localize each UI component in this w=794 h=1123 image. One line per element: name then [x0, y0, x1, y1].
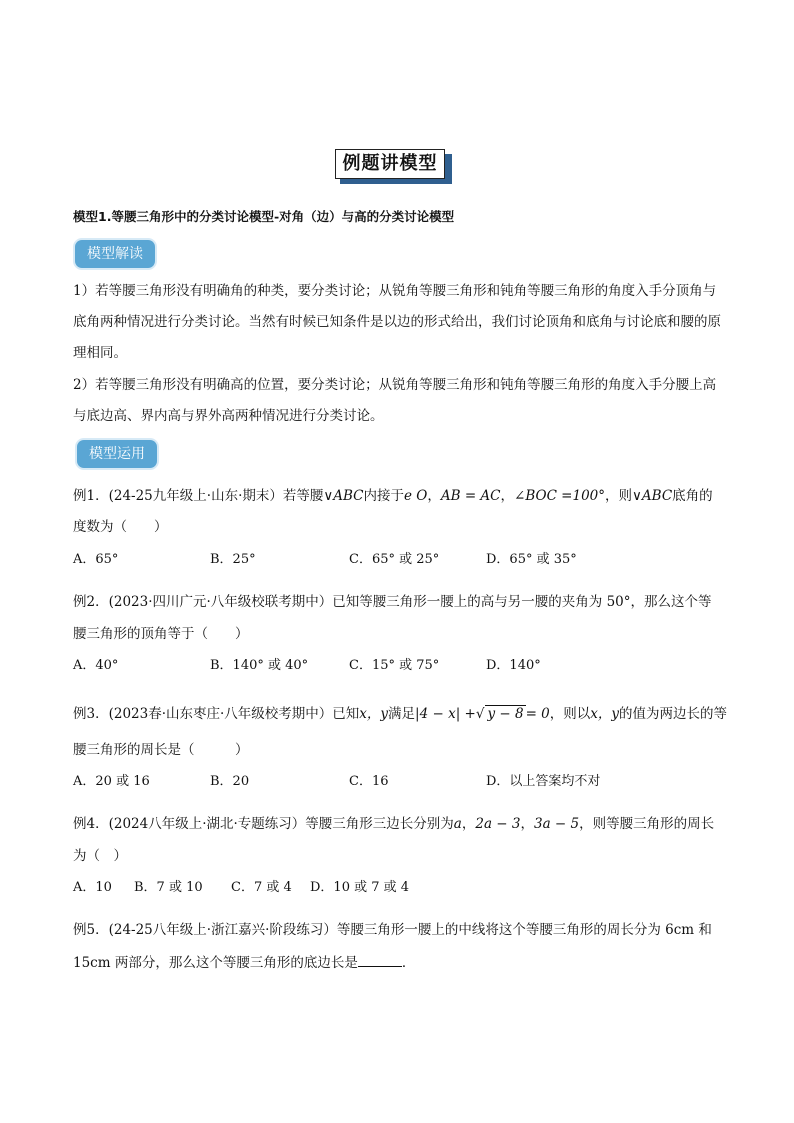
ex4-side-2: 2a − 3 — [475, 816, 521, 832]
ex4-side-3: 3a − 5 — [533, 816, 580, 832]
ex4-sep2: ， — [520, 816, 534, 832]
ex3-sqrt-term: y − 8 — [487, 706, 524, 722]
ex3-variables-2: x，y — [590, 706, 620, 722]
ex4-suffix: ，则等腰三角形的周长 — [579, 816, 715, 832]
section-badge-apply: 模型运用 — [77, 440, 157, 468]
ex1-option-a[interactable]: A．65° — [73, 552, 119, 567]
ex3-option-b[interactable]: B．20 — [210, 774, 250, 789]
ex2-option-b[interactable]: B．140° 或 40° — [210, 658, 309, 673]
ex3-prefix: 例3．(2023春·山东枣庄·八年级校考期中）已知 — [73, 706, 360, 722]
example-1-stem-line2: 度数为（ ） — [73, 519, 168, 535]
ex5-answer-blank[interactable] — [358, 954, 402, 967]
ex1-suffix: 底角的 — [672, 488, 713, 504]
page-title-box — [335, 149, 455, 187]
ex3-mid2: ，则以 — [549, 706, 591, 722]
ex2-option-c[interactable]: C．15° 或 75° — [349, 658, 440, 673]
ex1-mid1: 内接于 — [363, 488, 404, 504]
ex4-side-1: a — [453, 816, 462, 832]
example-3-stem-line2: 腰三角形的周长是（ ） — [73, 742, 249, 758]
ex3-equals: = 0 — [525, 706, 550, 722]
ex4-sep1: ， — [461, 816, 476, 832]
example-4-stem-line1 — [73, 812, 714, 832]
ex1-condition-2: ∠BOC =100° — [514, 488, 606, 504]
ex3-option-a[interactable]: A．20 或 16 — [73, 774, 150, 789]
ex1-prefix: 例1．(24-25九年级上·山东·期末）若等腰 — [73, 488, 324, 504]
ex1-circle: e O — [404, 488, 428, 504]
example-5-stem-line1: 例5．(24-25八年级上·浙江嘉兴·阶段练习）等腰三角形一腰上的中线将这个等腰三角形的周长分为 6cm 和 — [73, 922, 712, 938]
example-2-stem-line2: 腰三角形的顶角等于（ ） — [73, 626, 249, 642]
example-1-stem-line1 — [73, 484, 713, 504]
ex4-option-b[interactable]: B．7 或 10 — [134, 880, 203, 895]
ex1-triangle: ∨ABC — [323, 488, 364, 504]
ex1-option-b[interactable]: B．25° — [210, 552, 256, 567]
ex3-mid: 满足 — [388, 706, 416, 722]
example-4-stem-line2: 为（ ） — [73, 848, 127, 864]
ex1-option-d[interactable]: D．65° 或 35° — [486, 552, 577, 567]
ex1-triangle-2: ∨ABC — [632, 488, 673, 504]
interpret-paragraph-1: 1）若等腰三角形没有明确角的种类，要分类讨论；从锐角等腰三角形和钝角等腰三角形的角度入手分顶角与底角两种情况进行分类讨论。当然有时候已知条件是以边的形式给出，我们讨论顶角和底角与讨论底和腰的原理相同。 — [73, 283, 721, 361]
ex4-option-c[interactable]: C．7 或 4 — [231, 880, 292, 895]
ex3-variables: x，y — [359, 706, 389, 722]
section-badge-interpret: 模型解读 — [75, 240, 155, 268]
ex3-suffix: 的值为两边长的等 — [619, 706, 728, 722]
ex3-option-d[interactable]: D．以上答案均不对 — [486, 774, 601, 789]
ex2-option-d[interactable]: D．140° — [486, 658, 541, 673]
ex3-sqrt-sign: √ — [475, 706, 485, 722]
ex1-condition-1: AB = AC — [440, 488, 501, 504]
page-title: 例题讲模型 — [335, 149, 445, 179]
ex1-sep2: ， — [500, 488, 515, 504]
ex2-option-a[interactable]: A．40° — [73, 658, 119, 673]
ex4-option-a[interactable]: A．10 — [73, 880, 112, 895]
ex1-option-c[interactable]: C．65° 或 25° — [349, 552, 440, 567]
ex4-option-d[interactable]: D．10 或 7 或 4 — [310, 880, 410, 895]
ex3-abs-term: |4 − x| + — [415, 706, 476, 722]
example-5-stem-line2 — [73, 951, 415, 971]
ex1-sep1: ， — [427, 488, 441, 504]
ex1-mid2: ，则 — [605, 488, 633, 504]
example-3-stem-line1 — [73, 702, 727, 722]
example-2-stem-line1: 例2．(2023·四川广元·八年级校联考期中）已知等腰三角形一腰上的高与另一腰的夹角为 50°，那么这个等 — [73, 594, 712, 610]
interpret-paragraph-2: 2）若等腰三角形没有明确高的位置，要分类讨论；从锐角等腰三角形和钝角等腰三角形的角度入手分腰上高与底边高、界内高与界外高两种情况进行分类讨论。 — [73, 377, 717, 424]
ex5-line2-suffix: ． — [401, 955, 416, 971]
ex4-prefix: 例4．(2024八年级上·湖北·专题练习）等腰三角形三边长分别为 — [73, 816, 454, 832]
ex5-line2-prefix: 15cm 两部分，那么这个等腰三角形的底边长是 — [73, 955, 358, 971]
model-heading: 模型1.等腰三角形中的分类讨论模型-对角（边）与高的分类讨论模型 — [73, 209, 455, 224]
ex3-option-c[interactable]: C．16 — [349, 774, 389, 789]
